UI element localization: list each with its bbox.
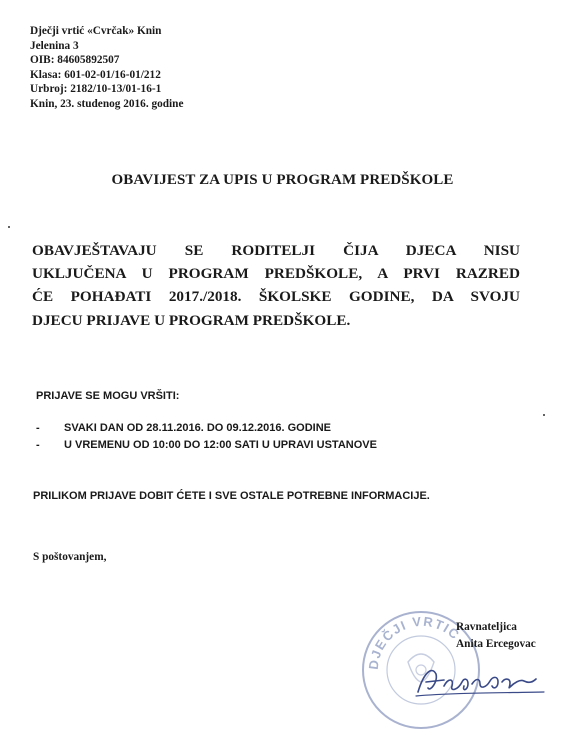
scan-speck [543, 414, 545, 416]
stamp-text-path: DJEČJI VRTIĆ [365, 613, 464, 671]
header-kindergarten-name: Dječji vrtić «Cvrčak» Knin [30, 25, 162, 37]
applications-list [36, 420, 377, 454]
list-bullet: - [36, 422, 40, 434]
list-item-text: SVAKI DAN OD 28.11.2016. DO 09.12.2016. GODINE [64, 422, 331, 434]
document-title: OBAVIJEST ZA UPIS U PROGRAM PREDŠKOLE [111, 172, 454, 188]
header-place-date: Knin, 23. studenog 2016. godine [30, 97, 184, 110]
header-klasa: Klasa: 601-02-01/16-01/212 [30, 68, 161, 81]
header-oib: OIB: 84605892507 [30, 54, 120, 67]
greeting: S poštovanjem, [33, 551, 107, 563]
signatory-name: Anita Ercegovac [456, 638, 536, 650]
notice-line: DJECU PRIJAVE U PROGRAM PREDŠKOLE. [32, 311, 351, 329]
scan-speck [8, 226, 10, 228]
signature-underline [416, 692, 544, 696]
notice-line: ĆE POHAĐATI 2017./2018. ŠKOLSKE GODINE, DA SVOJU [32, 288, 520, 306]
signature-stroke [418, 671, 536, 692]
notice-paragraph [32, 239, 520, 332]
info-line: PRILIKOM PRIJAVE DOBIT ĆETE I SVE OSTALE POTREBNE INFORMACIJE. [33, 490, 430, 502]
notice-line: OBAVJEŠTAVAJU SE RODITELJI ČIJA DJECA NISU [32, 242, 520, 259]
list-item [36, 437, 377, 454]
list-bullet: - [36, 439, 40, 451]
list-item-text: U VREMENU OD 10:00 DO 12:00 SATI U UPRAVI USTANOVE [64, 439, 377, 451]
header-address: Jelenina 3 [30, 39, 79, 52]
header-urbroj: Urbroj: 2182/10-13/01-16-1 [30, 83, 162, 96]
signatory-title: Ravnateljica [456, 621, 517, 633]
handwritten-signature [410, 662, 550, 698]
notice-line: UKLJUČENA U PROGRAM PREDŠKOLE, A PRVI RAZRED [32, 265, 520, 283]
applications-heading: PRIJAVE SE MOGU VRŠITI: [36, 390, 180, 402]
list-item [36, 420, 377, 437]
sender-header [30, 24, 183, 112]
